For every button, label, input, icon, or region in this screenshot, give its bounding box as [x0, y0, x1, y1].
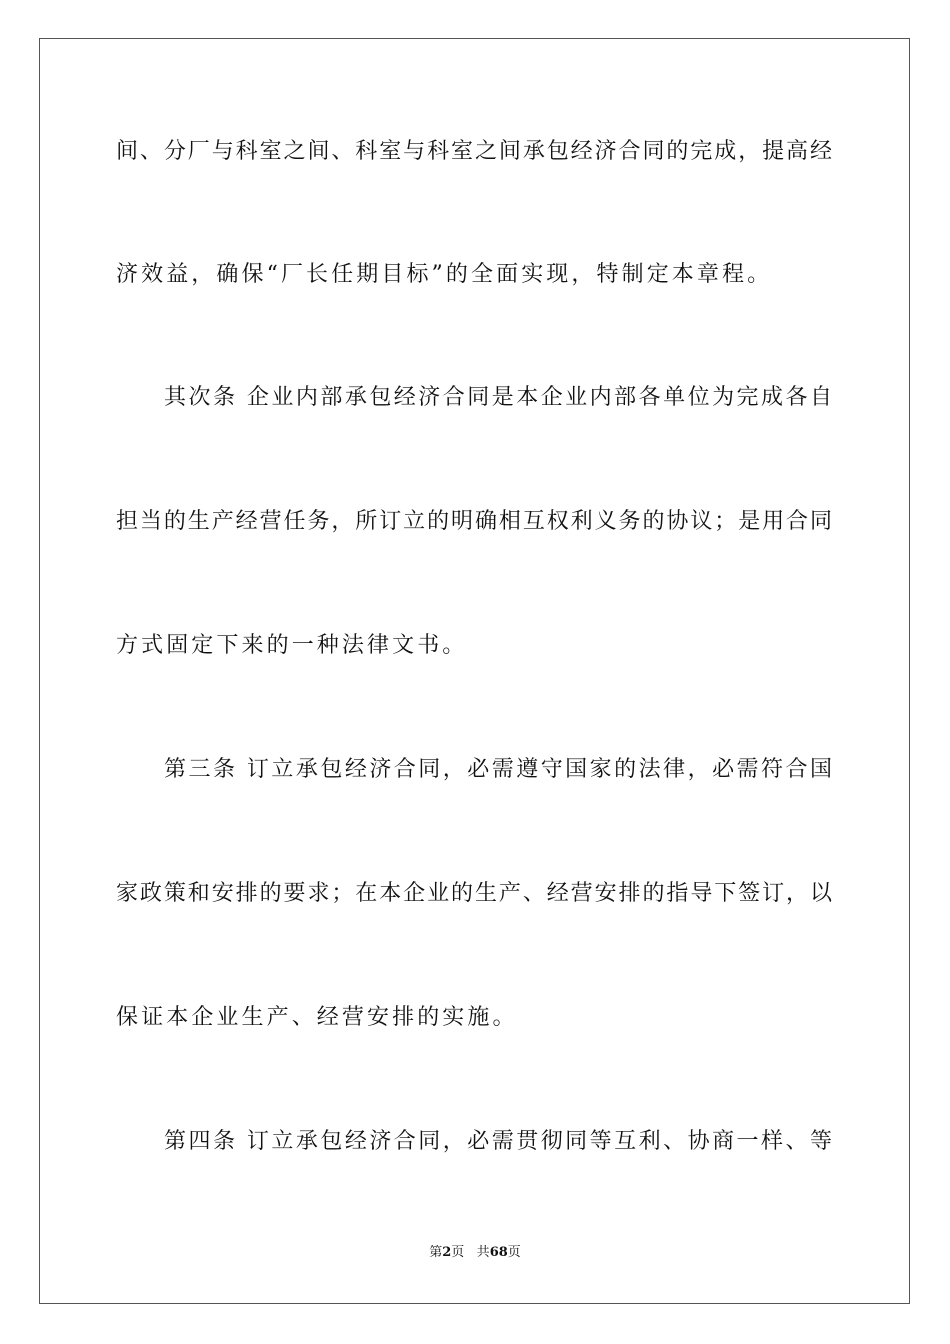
total-pages: 68 [489, 1245, 508, 1260]
body-line: 第三条 订立承包经济合同，必需遵守国家的法律，必需符合国 [164, 757, 832, 782]
page-footer [0, 1244, 950, 1262]
body-line: 家政策和安排的要求；在本企业的生产、经营安排的指导下签订，以 [116, 881, 832, 906]
body-line: 第四条 订立承包经济合同，必需贯彻同等互利、协商一样、等 [164, 1129, 832, 1154]
page-number: 2 [442, 1245, 452, 1260]
body-line: 其次条 企业内部承包经济合同是本企业内部各单位为完成各自 [164, 385, 832, 410]
body-line: 方式固定下来的一种法律文书。 [116, 633, 468, 658]
body-line: 间、分厂与科室之间、科室与科室之间承包经济合同的完成，提高经 [116, 139, 832, 164]
total-suffix: 页 [507, 1245, 521, 1260]
page-suffix: 页 [451, 1245, 465, 1260]
page-border [39, 38, 910, 1304]
body-line: 保证本企业生产、经营安排的实施。 [116, 1005, 518, 1030]
body-line: 济效益，确保“厂长任期目标”的全面实现，特制定本章程。 [116, 262, 773, 287]
page-prefix: 第 [429, 1245, 443, 1260]
body-line: 担当的生产经营任务，所订立的明确相互权利义务的协议；是用合同 [116, 509, 832, 534]
total-prefix: 共 [476, 1245, 490, 1260]
